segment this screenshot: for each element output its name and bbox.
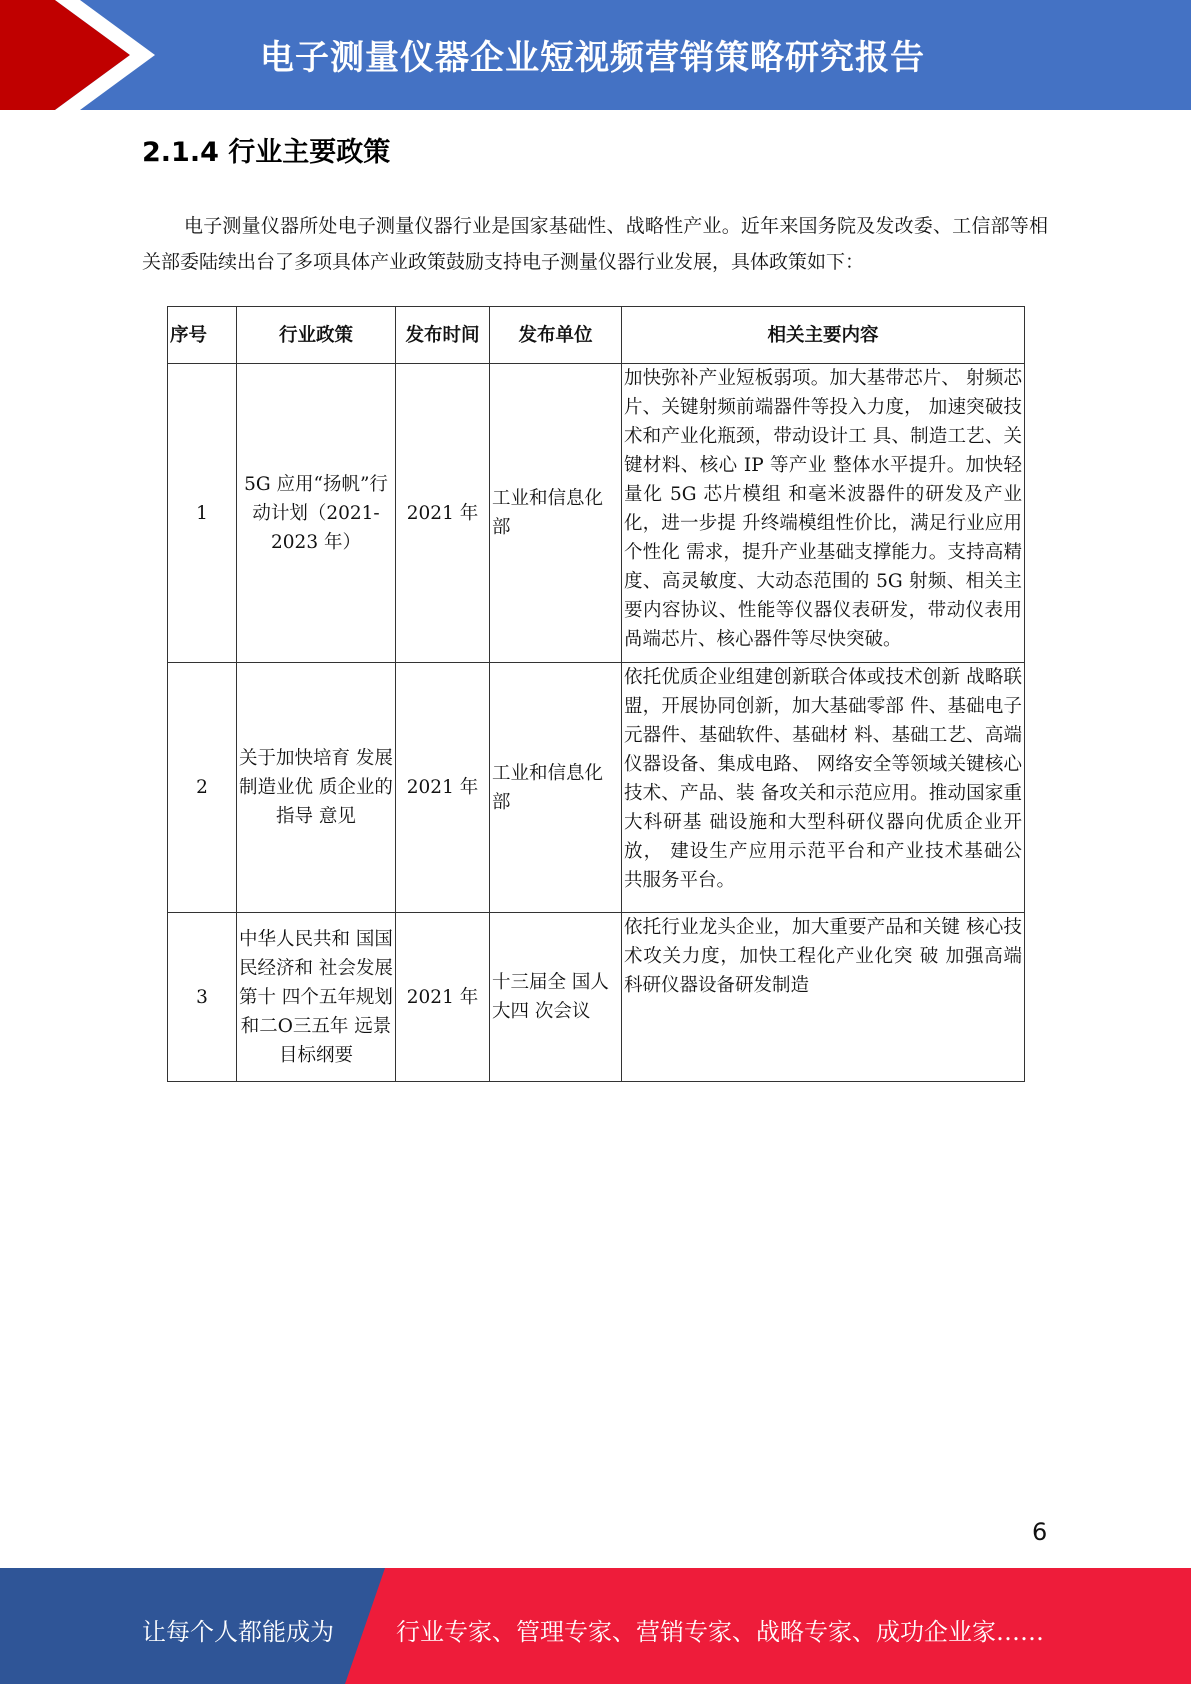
table-row <box>168 364 1025 663</box>
cell-content: 加快弥补产业短板弱项。加大基带芯片、 射频芯片、关键射频前端器件等投入力度， 加速突破技术和产业化瓶颈，带动设计工 具、制造工艺、关键材料、核心 IP 等产业 整体水平提升。加快轻量化 5G 芯片模组 和毫米波器件的研发及产业化，进一步提 升终端模组性价比，满足行业应用个性化 需求，提升产业基础支撑能力。支持高精 度、高灵敏度、大动态范围的 5G 射频、相关主要内容协议、性能等仪器仪表研发，带动仪表用 咼端芯片、核心器件等尽快突破。 <box>622 364 1025 663</box>
header-chevron-icon <box>0 0 160 110</box>
cell-policy: 关于加快培育 发展制造业优 质企业的指导 意见 <box>237 663 396 913</box>
table-row <box>168 663 1025 913</box>
cell-content: 依托优质企业组建创新联合体或技术创新 战略联盟，开展协同创新，加大基础零部 件、基础电子元器件、基础软件、基础材 料、基础工艺、高端仪器设备、集成电路、 网络安全等领域关键核心技术、产品、装 备攻关和示范应用。推动国家重大科研基 础设施和大型科研仪器向优质企业开放， 建设生产应用示范平台和产业技术基础公 共服务平台。 <box>622 663 1025 913</box>
policy-table <box>167 306 1025 1082</box>
header-no: 序号 <box>168 307 237 364</box>
page-header <box>0 0 1191 110</box>
cell-time: 2021 年 <box>396 663 490 913</box>
footer-slogan-right: 行业专家、管理专家、营销专家、战略专家、成功企业家…… <box>396 1618 1044 1646</box>
header-policy: 行业政策 <box>237 307 396 364</box>
cell-time: 2021 年 <box>396 913 490 1082</box>
cell-no: 3 <box>168 913 237 1082</box>
cell-time: 2021 年 <box>396 364 490 663</box>
table-header-row <box>168 307 1025 364</box>
footer-slogan-left: 让每个人都能成为 <box>142 1618 334 1646</box>
page-footer <box>0 1568 1191 1684</box>
cell-no: 1 <box>168 364 237 663</box>
cell-unit: 工业和信息化部 <box>490 663 622 913</box>
cell-content: 依托行业龙头企业，加大重要产品和关键 核心技术攻关力度，加快工程化产业化突 破 加强高端科研仪器设备研发制造 <box>622 913 1025 1082</box>
header-content: 相关主要内容 <box>622 307 1025 364</box>
header-unit: 发布单位 <box>490 307 622 364</box>
intro-paragraph: 电子测量仪器所处电子测量仪器行业是国家基础性、战略性产业。近年来国务院及发改委、工信部等相关部委陆续出台了多项具体产业政策鼓励支持电子测量仪器行业发展，具体政策如下： <box>142 215 1048 273</box>
report-title: 电子测量仪器企业短视频营销策略研究报告 <box>260 38 925 78</box>
cell-policy: 5G 应用“扬帆”行动计划（2021-2023 年） <box>237 364 396 663</box>
table-row <box>168 913 1025 1082</box>
cell-unit: 工业和信息化部 <box>490 364 622 663</box>
header-time: 发布时间 <box>396 307 490 364</box>
section-heading: 2.1.4 行业主要政策 <box>142 137 391 168</box>
cell-unit: 十三届全 国人大四 次会议 <box>490 913 622 1082</box>
cell-policy: 中华人民共和 国国民经济和 社会发展第十 四个五年规划 和二O三五年 远景目标纲要 <box>237 913 396 1082</box>
cell-no: 2 <box>168 663 237 913</box>
page-number: 6 <box>1032 1518 1048 1546</box>
